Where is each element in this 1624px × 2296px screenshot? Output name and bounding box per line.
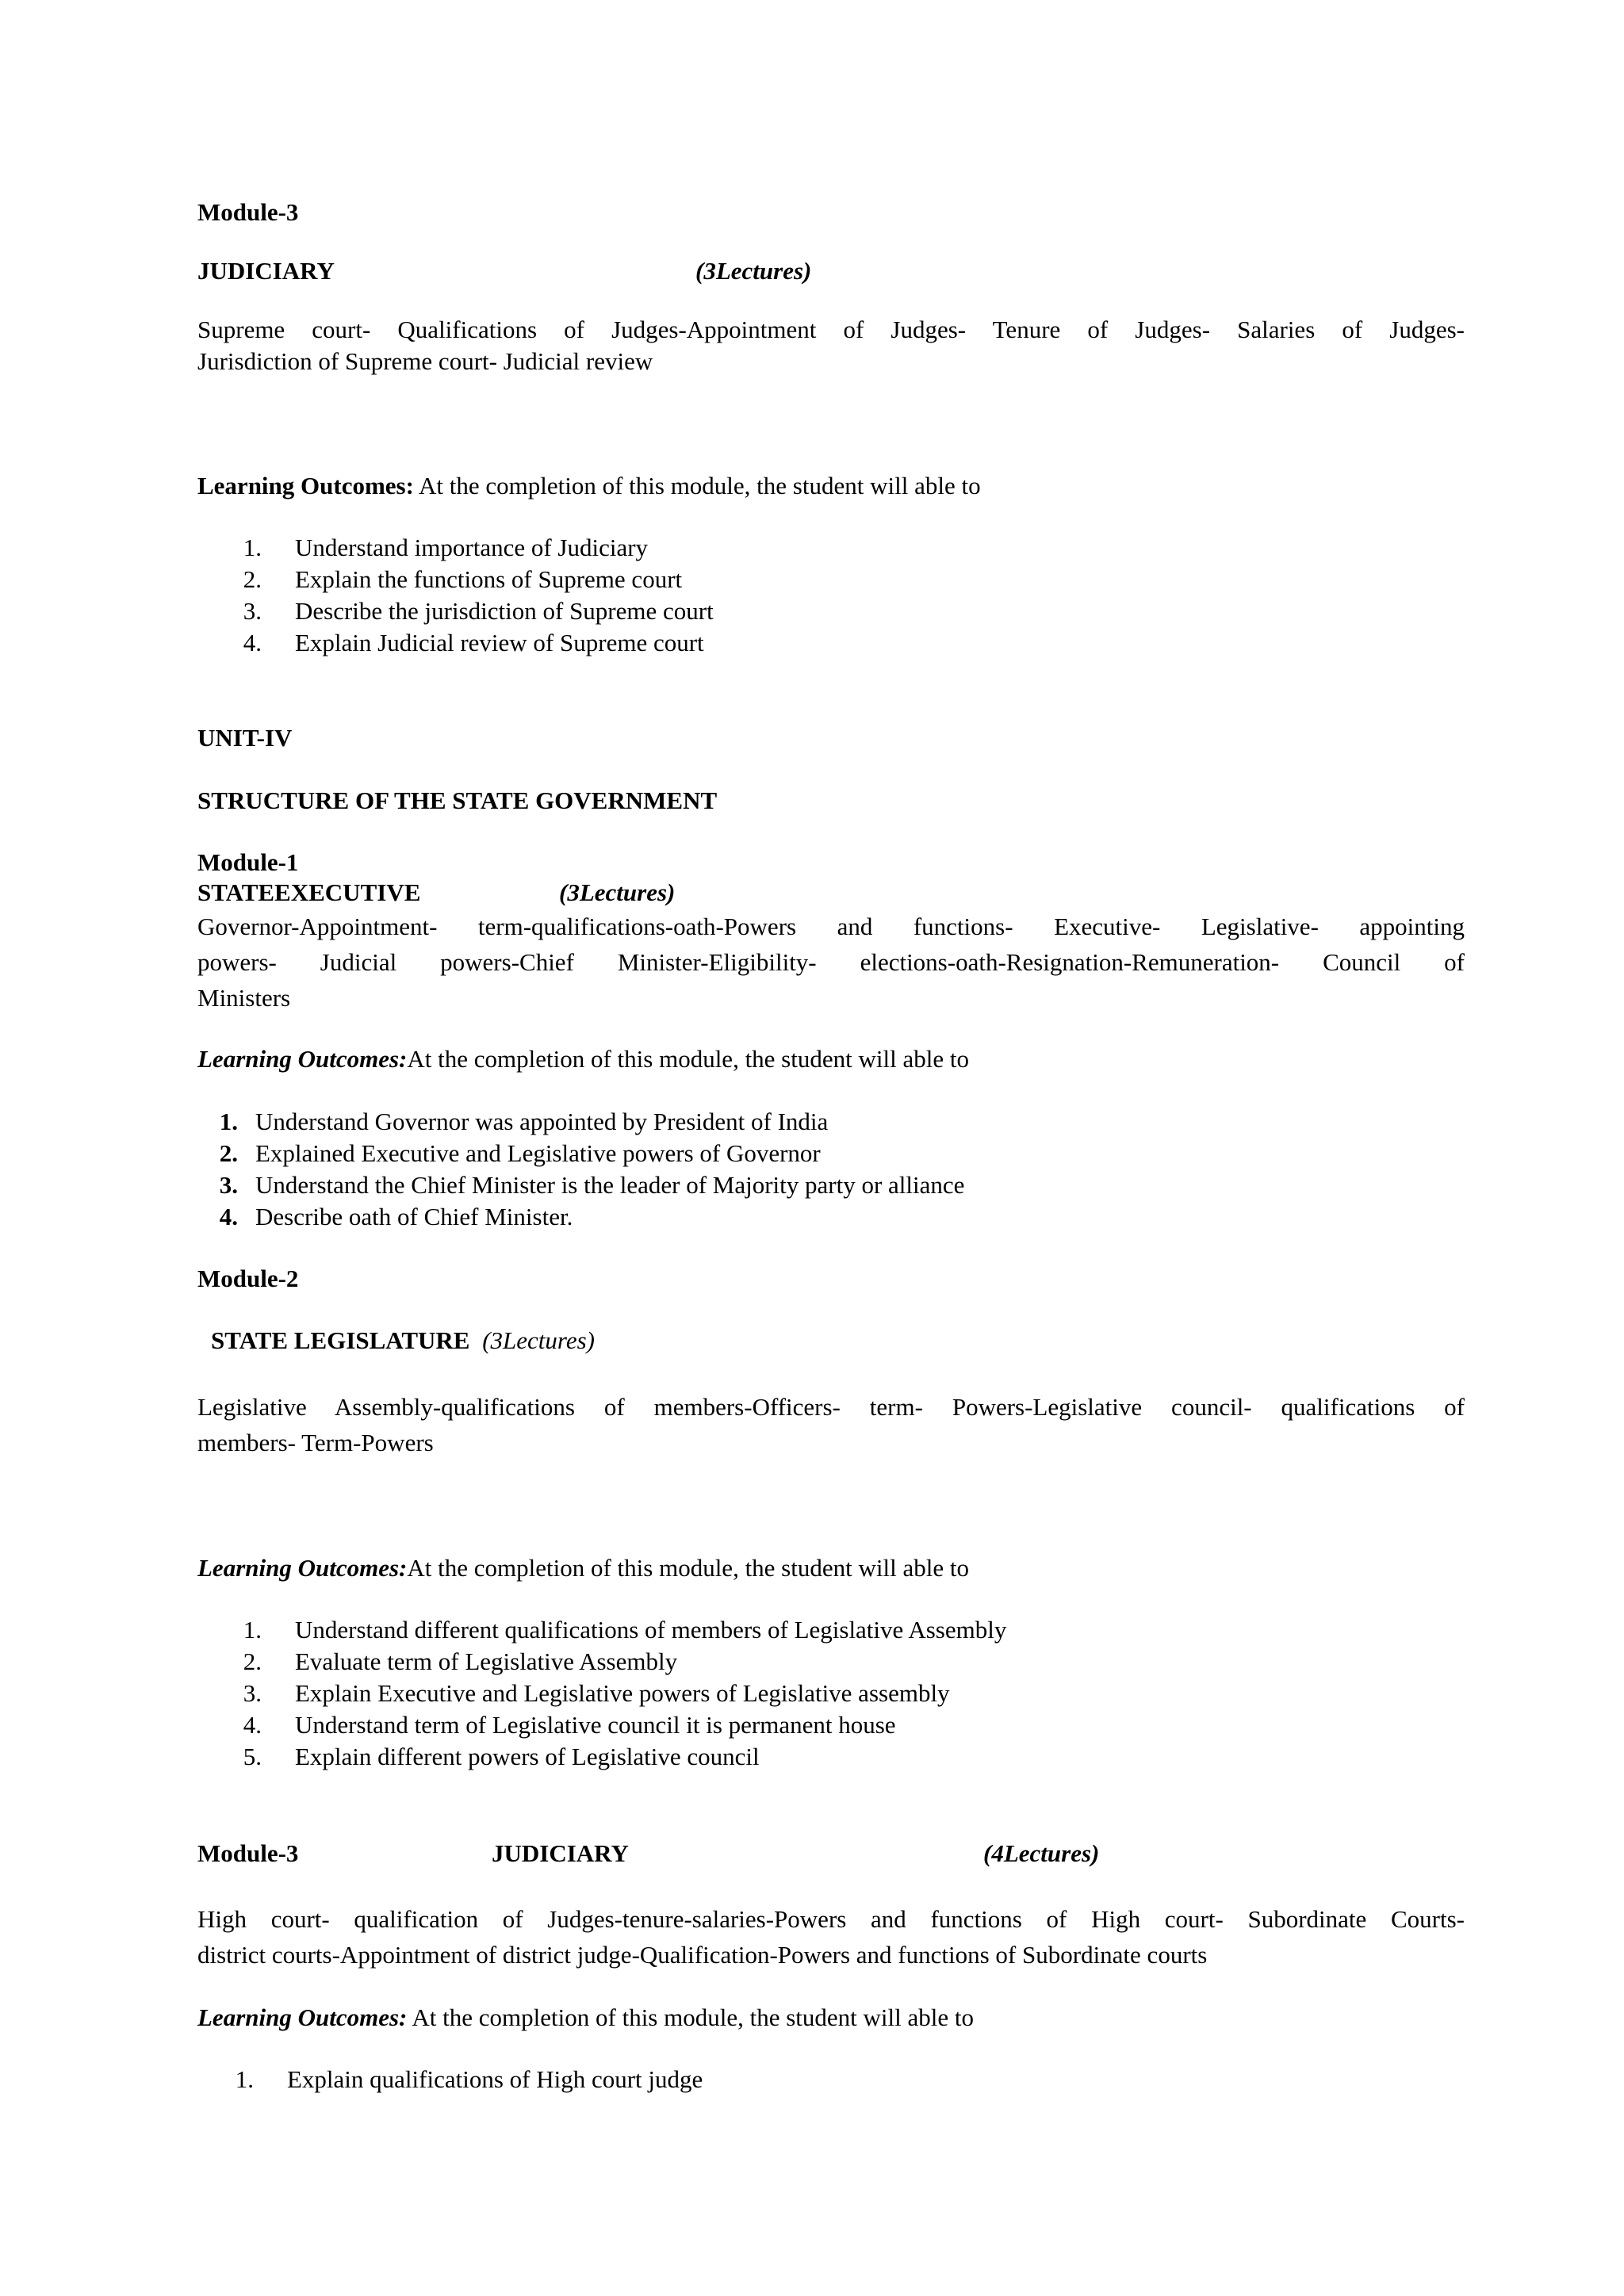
lecture-count: (3Lectures) — [559, 878, 676, 906]
body-line: Jurisdiction of Supreme court- Judicial review — [197, 347, 653, 375]
list-text: Explain qualifications of High court judge — [287, 2065, 703, 2093]
learning-outcomes-text: At the completion of this module, the student will able to — [413, 472, 981, 499]
list-text: Understand the Chief Minister is the leader of Majority party or alliance — [255, 1171, 965, 1199]
body-line: powers- Judicial powers-Chief Minister-Eligibility- elections-oath-Resignation-Remuneration- Council of — [197, 948, 1465, 976]
list-number: 3. — [243, 597, 262, 625]
module-heading: Module-3 — [197, 1839, 299, 1867]
list-text: Evaluate term of Legislative Assembly — [295, 1647, 678, 1675]
section-title-line — [211, 1325, 595, 1357]
body-line: Ministers — [197, 984, 291, 1012]
body-line: Supreme court- Qualifications of Judges-Appointment of Judges- Tenure of Judges- Salaries of Judges- — [197, 316, 1465, 343]
list-number: 3. — [243, 1679, 262, 1707]
list-text: Explain Judicial review of Supreme court — [295, 629, 704, 656]
learning-outcomes-text: At the completion of this module, the student will able to — [407, 2003, 974, 2031]
module-heading: Module-1 — [197, 848, 299, 876]
unit-title: STRUCTURE OF THE STATE GOVERNMENT — [197, 786, 718, 814]
learning-outcomes-intro — [197, 1043, 969, 1075]
section-body — [197, 909, 1465, 1016]
list-text: Describe oath of Chief Minister. — [255, 1203, 573, 1230]
list-number: 2. — [219, 1139, 238, 1167]
learning-outcomes-intro — [197, 1552, 969, 1584]
list-text: Explained Executive and Legislative powers of Governor — [255, 1139, 821, 1167]
section-title: STATEEXECUTIVE — [197, 878, 421, 906]
list-text: Explain different powers of Legislative council — [295, 1743, 760, 1770]
section-body — [197, 1901, 1465, 1973]
unit-heading: UNIT-IV — [197, 724, 293, 752]
learning-outcomes-text: At the completion of this module, the student will able to — [407, 1045, 969, 1073]
lecture-count: (4Lectures) — [983, 1839, 1100, 1867]
list-text: Understand different qualifications of members of Legislative Assembly — [295, 1616, 1007, 1644]
section-title: STATE LEGISLATURE — [211, 1326, 470, 1354]
body-line: district courts-Appointment of district judge-Qualification-Powers and functions of Subordinate courts — [197, 1941, 1208, 1969]
learning-outcomes-intro — [197, 470, 981, 502]
module-heading: Module-3 — [197, 198, 299, 226]
list-number: 1. — [219, 1108, 238, 1135]
lecture-count: (3Lectures) — [482, 1326, 595, 1354]
list-number: 2. — [243, 1647, 262, 1675]
list-number: 3. — [219, 1171, 238, 1199]
list-text: Understand Governor was appointed by President of India — [255, 1108, 829, 1135]
learning-outcomes-label: Learning Outcomes: — [197, 2003, 408, 2031]
list-number: 1. — [235, 2065, 254, 2093]
learning-outcomes-intro — [197, 2002, 974, 2034]
section-title: JUDICIARY — [197, 257, 335, 285]
lecture-count: (3Lectures) — [695, 257, 812, 285]
section-body — [197, 314, 1465, 377]
list-text: Describe the jurisdiction of Supreme court — [295, 597, 714, 625]
learning-outcomes-label: Learning Outcomes: — [197, 472, 414, 499]
body-line: High court- qualification of Judges-tenure-salaries-Powers and functions of High court- Subordinate Courts- — [197, 1905, 1465, 1933]
list-text: Explain Executive and Legislative powers of Legislative assembly — [295, 1679, 950, 1707]
list-number: 1. — [243, 1616, 262, 1644]
list-text: Understand term of Legislative council it is permanent house — [295, 1711, 896, 1739]
list-text: Understand importance of Judiciary — [295, 534, 649, 561]
list-text: Explain the functions of Supreme court — [295, 565, 683, 593]
section-body — [197, 1389, 1465, 1460]
learning-outcomes-label: Learning Outcomes: — [197, 1554, 408, 1582]
list-number: 5. — [243, 1743, 262, 1770]
module-heading: Module-2 — [197, 1265, 299, 1292]
section-title: JUDICIARY — [492, 1839, 629, 1867]
body-line: members- Term-Powers — [197, 1429, 434, 1456]
list-number: 1. — [243, 534, 262, 561]
list-number: 4. — [219, 1203, 238, 1230]
list-number: 2. — [243, 565, 262, 593]
learning-outcomes-label: Learning Outcomes: — [197, 1045, 408, 1073]
body-line: Legislative Assembly-qualifications of members-Officers- term- Powers-Legislative council- qualifications of — [197, 1393, 1465, 1421]
list-number: 4. — [243, 629, 262, 656]
body-line: Governor-Appointment- term-qualifications-oath-Powers and functions- Executive- Legislative- appointing — [197, 913, 1465, 940]
list-number: 4. — [243, 1711, 262, 1739]
learning-outcomes-text: At the completion of this module, the student will able to — [407, 1554, 969, 1582]
